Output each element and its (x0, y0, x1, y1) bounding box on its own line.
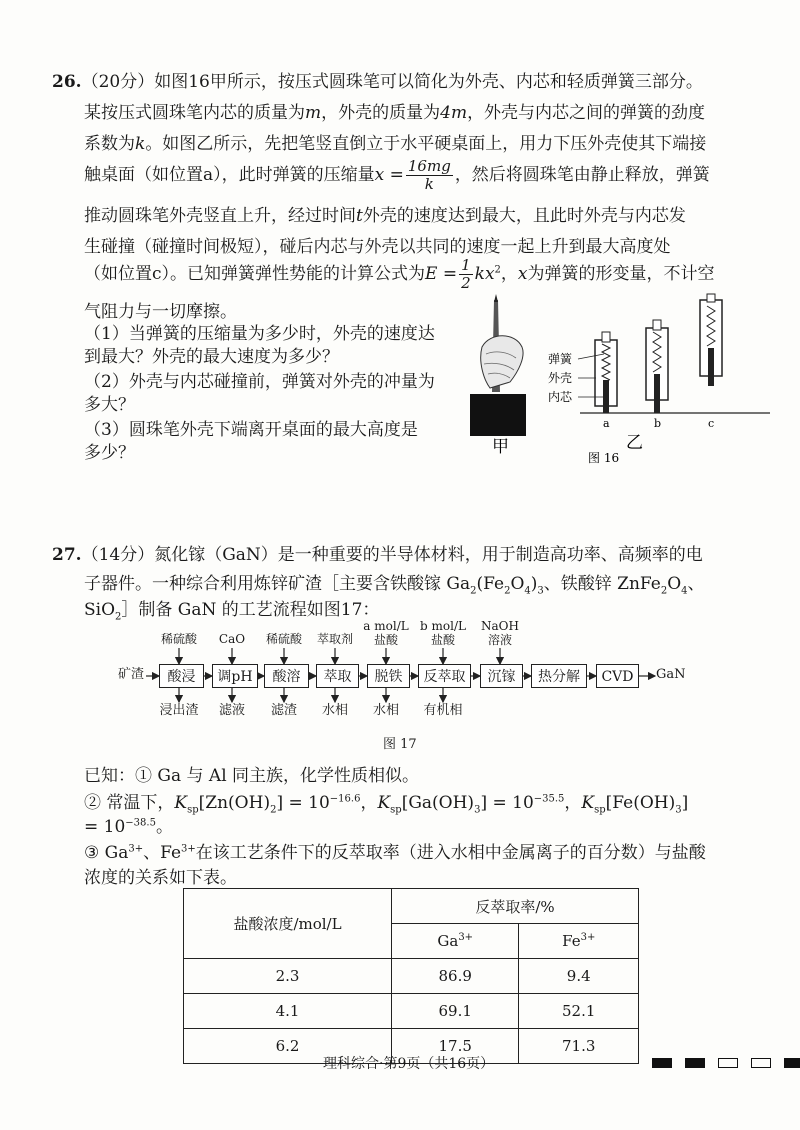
flow-step: 热分解 (531, 664, 587, 688)
q26-number: 26. (52, 72, 82, 92)
known-2: ② 常温下，$K_{sp}[Zn(OH)_2] = 10^{-16.6}$，$K_{sp}[Ga(OH)_3] = 10^{-35.5}$，$K_{sp}[Fe(OH)_3]$ (84, 793, 689, 816)
flow-byproduct: 水相 (372, 703, 399, 718)
flow-reagent: CaO (218, 632, 246, 646)
label-core: 内芯 (548, 390, 573, 404)
known-3: ③ $Ga^{3+}$、$Fe^{3+}$在该工艺条件下的反萃取率（进入水相中金属离子的百分数）与盐酸 (84, 843, 706, 863)
label-shell: 外壳 (548, 371, 573, 385)
stripping-rate-table (183, 888, 639, 1064)
known-1: 已知：① Ga 与 Al 同主族，化学性质相似。 (84, 766, 420, 786)
flow-byproduct: 有机相 (423, 703, 463, 718)
q26-line8: 气阻力与一切摩擦。 (84, 302, 237, 322)
q26-line3: 系数为k。如图乙所示，先把笔竖直倒立于水平硬桌面上，用力下压外壳使其下端接 (84, 134, 707, 154)
q26-line1: 26.（20分）如图16甲所示，按压式圆珠笔可以简化为外壳、内芯和轻质弹簧三部分。 (52, 72, 703, 92)
q26-sub2b: 多大？ (84, 395, 135, 415)
half-fraction: $\frac{1}{2}$ (461, 256, 471, 292)
page-footer: 理科综合·第9页（共16页） (323, 1056, 495, 1072)
flow-byproduct: 滤渣 (270, 703, 297, 718)
footer-mark-filled (685, 1058, 705, 1068)
q27-line1: 27.（14分）氮化镓（GaN）是一种重要的半导体材料，用于制造高功率、高频率的电 (52, 545, 703, 565)
figure17-caption: 图 17 (383, 737, 417, 752)
label-position-c: c (708, 417, 715, 430)
q26-sub3b: 多少？ (84, 443, 135, 463)
flow-step: 脱铁 (367, 664, 410, 688)
q26-sub2a: （2）外壳与内芯碰撞前，弹簧对外壳的冲量为 (84, 372, 435, 392)
label-spring: 弹簧 (548, 352, 573, 366)
flow-step: 酸溶 (264, 664, 309, 688)
q27-score: （14分） (81, 545, 155, 565)
flow-step: CVD (596, 664, 639, 688)
flow-byproduct: 浸出渣 (159, 703, 199, 718)
q26-line2: 某按压式圆珠笔内芯的质量为m，外壳的质量为4m，外壳与内芯之间的弹簧的劲度 (84, 103, 706, 123)
footer-mark-filled (784, 1058, 800, 1068)
known-3-cont: 浓度的关系如下表。 (84, 868, 237, 888)
q26-score: （20分） (81, 72, 155, 92)
header-ga: $Ga^{3+}$ (392, 924, 519, 959)
footer-mark-filled (652, 1058, 672, 1068)
footer-mark-empty (751, 1058, 771, 1068)
figure16-caption: 图 16 (588, 451, 620, 465)
q26-sub1a: （1）当弹簧的压缩量为多少时，外壳的速度达 (84, 324, 435, 344)
q26-sub1b: 到最大？外壳的最大速度为多少？ (84, 347, 339, 367)
label-yi: 乙 (626, 433, 643, 453)
flow-step: 调pH (212, 664, 258, 688)
table-row: 4.1 69.1 52.1 (184, 994, 639, 1029)
flow-reagent: b mol/L 盐酸 (420, 619, 466, 647)
known-2-cont: = $10^{-38.5}$。 (84, 817, 173, 837)
header-fe: $Fe^{3+}$ (519, 924, 639, 959)
flow-byproduct: 水相 (321, 703, 348, 718)
flow-step: 萃取 (316, 664, 359, 688)
flow-reagent: a mol/L 盐酸 (363, 619, 409, 647)
flow-step: 酸浸 (159, 664, 204, 688)
label-position-b: b (654, 417, 662, 430)
header-concentration: 盐酸浓度/mol/L (184, 889, 392, 959)
q27-line2: 子器件。一种综合利用炼锌矿渣［主要含铁酸镓 $Ga_2(Fe_2O_4)_3$、铁酸锌 $ZnFe_2O_4$、 (84, 574, 705, 597)
flow-end: GaN (656, 667, 686, 682)
q26-line4: 触桌面（如位置a），此时弹簧的压缩量x = $\frac{16mg}{k}$ ，然后将圆珠笔由静止释放，弹簧 (84, 157, 710, 193)
table-row: 6.2 17.5 71.3 (184, 1029, 639, 1064)
flow-reagent: NaOH 溶液 (481, 619, 519, 647)
footer-mark-empty (718, 1058, 738, 1068)
flow-step: 沉镓 (480, 664, 523, 688)
label-position-a: a (603, 417, 610, 430)
label-jia: 甲 (492, 437, 509, 457)
flow-start: 矿渣 (118, 667, 145, 682)
flow-reagent: 萃取剂 (316, 632, 353, 646)
flow-byproduct: 滤液 (218, 703, 245, 718)
q26-line5: 推动圆珠笔外壳竖直上升，经过时间t外壳的速度达到最大，且此时外壳与内芯发 (84, 206, 686, 226)
q27-line3: SiO$_2$］制备 GaN 的工艺流程如图17： (84, 600, 380, 623)
q27-number: 27. (52, 545, 82, 565)
flow-reagent: 稀硫酸 (265, 632, 302, 646)
compression-fraction: $\frac{16mg}{k}$ (407, 157, 451, 193)
q26-sub3a: （3）圆珠笔外壳下端离开桌面的最大高度是 (84, 420, 418, 440)
flow-reagent: 稀硫酸 (160, 632, 197, 646)
q26-line7: （如位置c）。已知弹簧弹性势能的计算公式为E = $\frac{1}{2}$ $kx^2$，x为弹簧的形变量，不计空 (84, 256, 715, 292)
flow-step: 反萃取 (418, 664, 471, 688)
table-row: 2.3 86.9 9.4 (184, 959, 639, 994)
q26-line6: 生碰撞（碰撞时间极短），碰后内芯与外壳以共同的速度一起上升到最大高度处 (84, 237, 671, 257)
header-stripping-rate: 反萃取率/% (392, 889, 639, 924)
